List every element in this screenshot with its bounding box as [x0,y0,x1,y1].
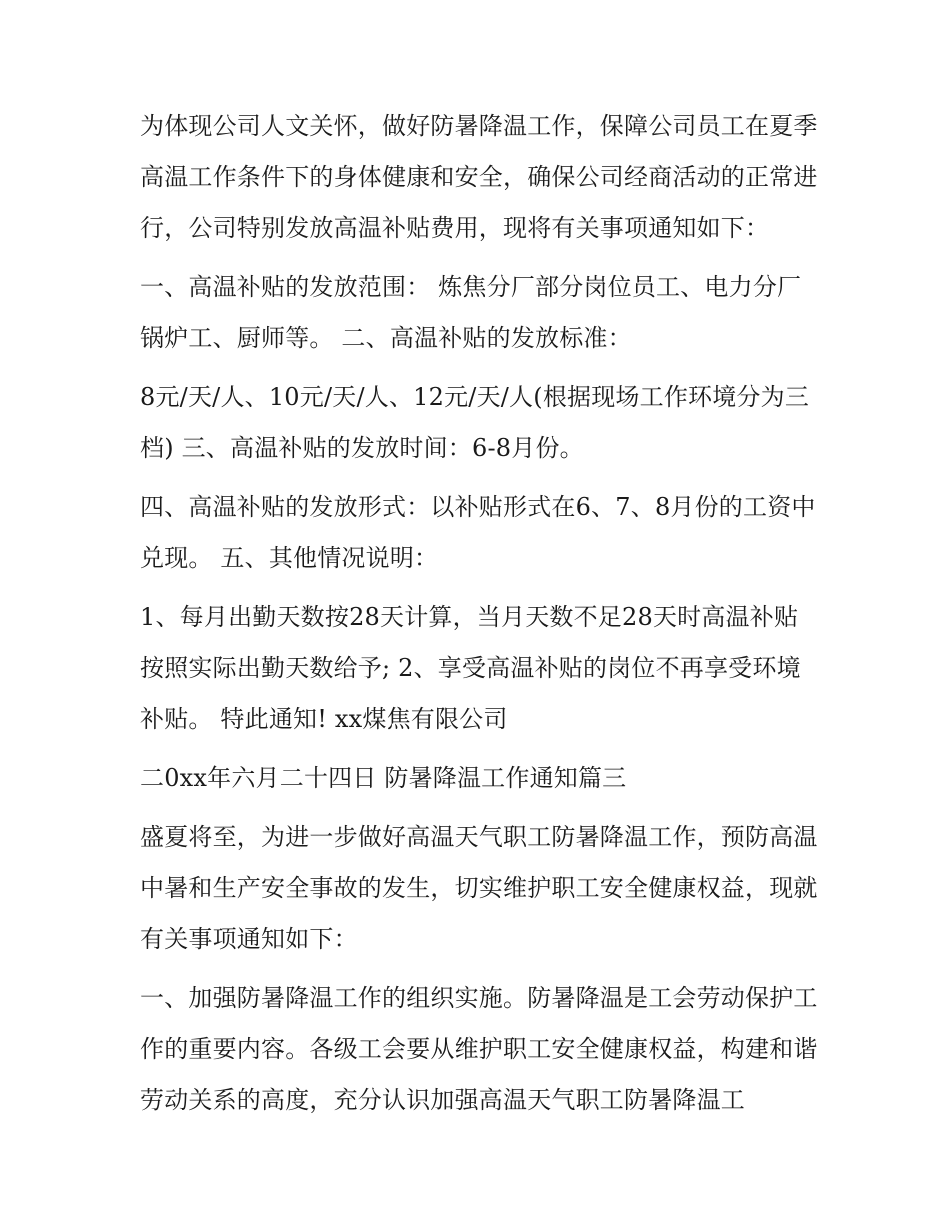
paragraph-form: 四、高温补贴的发放形式：以补贴形式在6、7、8月份的工资中兑现。 五、其他情况说明： [140,493,816,572]
paragraph-intro-part3: 盛夏将至，为进一步做好高温天气职工防暑降温工作，预防高温中暑和生产安全事故的发生，切实维护职工安全健康权益，现就有关事项通知如下： [140,823,818,953]
paragraph-intro: 为体现公司人文关怀，做好防暑降温工作，保障公司员工在夏季高温工作条件下的身体健康和安全，确保公司经商活动的正常进行，公司特别发放高温补贴费用，现将有关事项通知如下： [140,112,818,242]
paragraph-notes: 1、每月出勤天数按28天计算，当月天数不足28天时高温补贴按照实际出勤天数给予; 2、享受高温补贴的岗位不再享受环境补贴。 特此通知! xx煤焦有限公司 [140,603,801,733]
paragraph-organize: 一、加强防暑降温工作的组织实施。防暑降温是工会劳动保护工作的重要内容。各级工会要从维护职工安全健康权益，构建和谐劳动关系的高度，充分认识加强高温天气职工防暑降温工 [140,984,818,1114]
paragraph-date-heading: 二0xx年六月二十四日 防暑降温工作通知篇三 [140,764,627,792]
document-body [140,101,820,1134]
paragraph-scope: 一、高温补贴的发放范围： 炼焦分厂部分岗位员工、电力分厂锅炉工、厨师等。 二、高温补贴的发放标准： [140,273,802,352]
paragraph-standard: 8元/天/人、10元/天/人、12元/天/人(根据现场工作环境分为三档) 三、高温补贴的发放时间：6-8月份。 [140,383,810,462]
